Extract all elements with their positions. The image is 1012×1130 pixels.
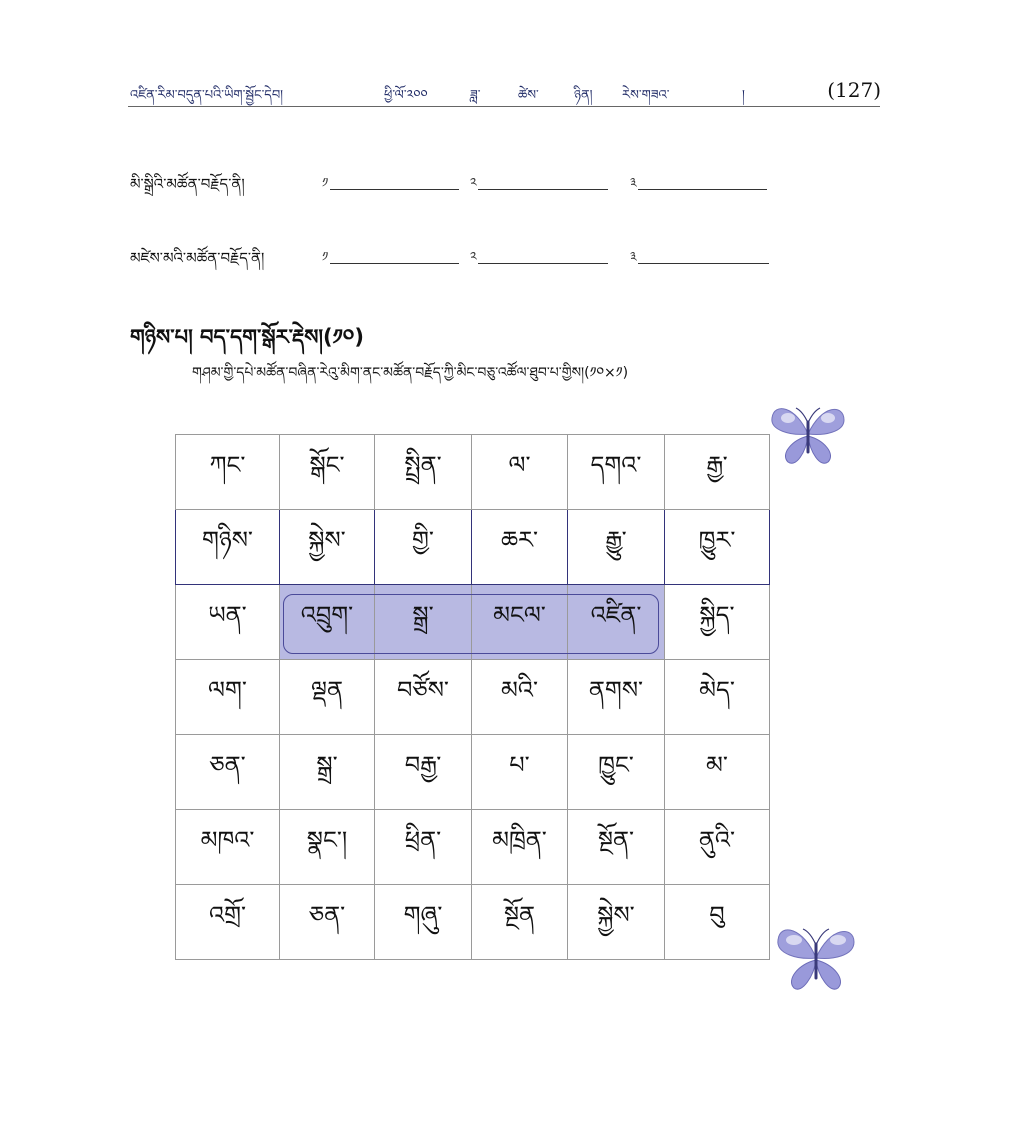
date-weather: རེས་གཟའ་ — [622, 88, 670, 103]
grid-cell[interactable]: ཁྱུང་ — [568, 735, 665, 810]
butterfly-icon — [770, 916, 862, 998]
grid-cell[interactable]: ལ་ — [472, 435, 568, 510]
answer-blank[interactable] — [322, 164, 459, 192]
answer-blank[interactable] — [322, 238, 459, 266]
grid-cell-highlighted[interactable]: འབྲུག་ — [280, 585, 375, 660]
grid-cell[interactable]: སྔོན་ — [568, 810, 665, 885]
grid-row — [176, 810, 770, 885]
grid-cell[interactable]: འགྲོ་ — [176, 885, 280, 960]
grid-cell-highlighted[interactable]: སྒྲ་ — [375, 585, 472, 660]
grid-row — [176, 435, 770, 510]
grid-cell[interactable]: ཕྲིན་ — [375, 810, 472, 885]
grid-row — [176, 885, 770, 960]
grid-cell[interactable]: བརྒྱ་ — [375, 735, 472, 810]
grid-cell[interactable]: ཡན་ — [176, 585, 280, 660]
grid-cell[interactable]: ཆར་ — [472, 510, 568, 585]
grid-cell[interactable]: ལག་ — [176, 660, 280, 735]
blank-number: ༡ — [322, 250, 329, 265]
date-day: ཚེས་ — [518, 88, 539, 103]
date-weekday: ཉིན། — [574, 88, 593, 103]
butterfly-icon — [766, 396, 850, 472]
blank-line — [478, 189, 608, 190]
date-month: ཟླ་ — [470, 88, 481, 103]
grid-cell[interactable]: དགའ་ — [568, 435, 665, 510]
fill-in-row — [130, 164, 780, 194]
blank-line — [330, 189, 459, 190]
grid-cell[interactable]: ཅན་ — [176, 735, 280, 810]
grid-cell[interactable]: སྒྲ་ — [280, 735, 375, 810]
grid-cell[interactable]: རྒྱུ་ — [568, 510, 665, 585]
grid-cell[interactable]: སྐྱེས་ — [568, 885, 665, 960]
grid-row — [176, 510, 770, 585]
grid-cell[interactable]: མེད་ — [665, 660, 770, 735]
grid-cell[interactable]: ཀང་ — [176, 435, 280, 510]
grid-cell[interactable]: མཁའ་ — [176, 810, 280, 885]
grid-cell[interactable]: སྣང་། — [280, 810, 375, 885]
grid-cell[interactable]: ནུའི་ — [665, 810, 770, 885]
grid-cell[interactable]: བཙོས་ — [375, 660, 472, 735]
grid-cell[interactable]: སྐྱེས་ — [280, 510, 375, 585]
grid-row — [176, 735, 770, 810]
grid-cell[interactable]: མཁྲིན་ — [472, 810, 568, 885]
blank-number: ༢ — [470, 176, 477, 191]
blank-number: ༢ — [470, 250, 477, 265]
header-rule — [128, 106, 880, 107]
grid-cell[interactable]: ཅན་ — [280, 885, 375, 960]
grid-cell-highlighted[interactable]: འཛིན་ — [568, 585, 665, 660]
answer-blank[interactable] — [630, 164, 767, 192]
running-title: འཛིན་རིམ་བདུན་པའི་ཡིག་སྦྱོང་དེབ། — [130, 88, 284, 103]
grid-cell[interactable]: སྐྱིད་ — [665, 585, 770, 660]
answer-blank[interactable] — [630, 238, 769, 266]
date-year: ཕྱི་ལོ་༢༠༠ — [384, 88, 428, 103]
fill-in-label: མཛེས་མའི་མཚོན་བརྗོད་ནི། — [130, 249, 265, 267]
grid-cell[interactable]: ཁྱུར་ — [665, 510, 770, 585]
page-number: (127) — [827, 78, 881, 102]
fill-in-row — [130, 238, 780, 268]
fill-in-label: མི་སྒྲིའི་མཚོན་བརྗོད་ནི། — [130, 175, 245, 193]
grid-cell[interactable]: སྤྲིན་ — [375, 435, 472, 510]
grid-cell[interactable]: གྱི་ — [375, 510, 472, 585]
grid-cell[interactable]: གཉིས་ — [176, 510, 280, 585]
blank-line — [478, 263, 608, 264]
grid-cell[interactable]: སྔོན — [472, 885, 568, 960]
blank-line — [330, 263, 459, 264]
grid-cell[interactable]: གཞུ་ — [375, 885, 472, 960]
grid-cell[interactable]: པ་ — [472, 735, 568, 810]
grid-cell[interactable]: མའི་ — [472, 660, 568, 735]
answer-blank[interactable] — [470, 238, 608, 266]
grid-cell[interactable]: རྒྱ་ — [665, 435, 770, 510]
section-instruction: གཤམ་གྱི་དཔེ་མཚོན་བཞིན་རེའུ་མིག་ནང་མཚོན་བརྗོད་ཀྱི་མིང་བཅུ་འཚོལ་ཐུབ་པ་གྱིས།(༡༠×༡) — [192, 365, 629, 381]
grid-cell[interactable]: བུ — [665, 885, 770, 960]
grid-cell[interactable]: མ་ — [665, 735, 770, 810]
word-grid — [175, 434, 770, 960]
answer-blank[interactable] — [470, 164, 608, 192]
grid-row — [176, 585, 770, 660]
grid-cell[interactable]: སྒོང་ — [280, 435, 375, 510]
grid-cell[interactable]: ལྡན — [280, 660, 375, 735]
blank-number: ༡ — [322, 176, 329, 191]
header-separator: ། — [742, 88, 745, 103]
section-title: གཉིས་པ། བད་དག་སྒོར་རྡེས།(༡༠) — [130, 325, 364, 349]
grid-cell[interactable]: ནགས་ — [568, 660, 665, 735]
blank-number: ༣ — [630, 176, 637, 191]
blank-number: ༣ — [630, 250, 637, 265]
blank-line — [638, 263, 769, 264]
blank-line — [638, 189, 767, 190]
grid-row — [176, 660, 770, 735]
grid-cell-highlighted[interactable]: མངལ་ — [472, 585, 568, 660]
